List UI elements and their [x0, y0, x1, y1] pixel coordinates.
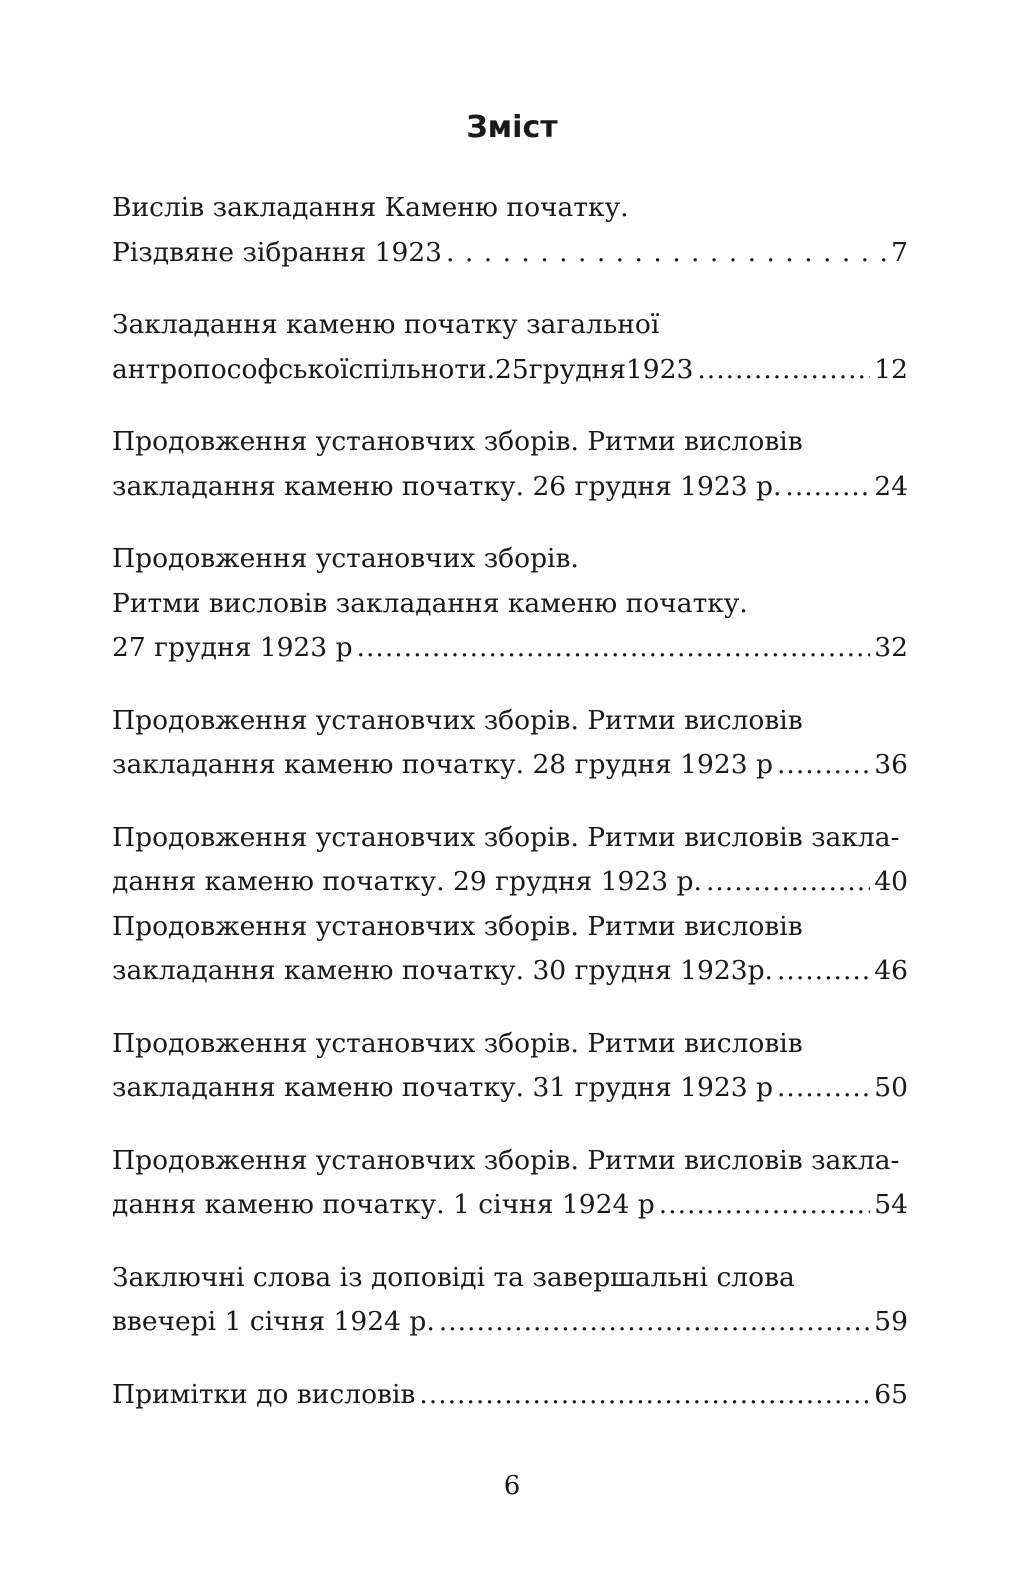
toc-entry-title-line: антропософськоїспільноти.25грудня1923 [112, 353, 694, 385]
toc-entry-leader-line [112, 1373, 908, 1418]
toc-entry-leader-line [112, 348, 908, 393]
dot-leader [777, 743, 870, 788]
toc-entry[interactable] [112, 303, 908, 392]
dot-leader [706, 860, 870, 905]
toc-entry-leader-line [112, 860, 908, 905]
toc-page-ref: 36 [874, 749, 908, 780]
toc-entry[interactable] [112, 905, 908, 994]
toc-entry-title-line: дання каменю початку. 1 січня 1924 р [112, 1189, 655, 1220]
toc-entry[interactable] [112, 420, 908, 509]
page-number: 6 [503, 1471, 521, 1501]
toc-entry-title-line: Заключні слова із доповіді та завершальні слова [112, 1261, 795, 1293]
toc-entry-title-line: Продовження установчих зборів. Ритми висловів [112, 1027, 803, 1059]
toc-page-ref: 40 [874, 866, 908, 897]
toc-entry-leader-line [112, 949, 908, 994]
toc-entry-leader-line [112, 1183, 908, 1228]
toc-page-ref: 24 [874, 470, 908, 502]
toc-entry-title-line: закладання каменю початку. 31 грудня 1923 р [112, 1072, 773, 1103]
toc-entry-title-line: Продовження установчих зборів. Ритми висловів закла- [112, 1144, 900, 1176]
dot-leader [777, 1066, 870, 1111]
table-of-contents [112, 186, 908, 1417]
toc-entry[interactable] [112, 1022, 908, 1111]
toc-entry-title-line: Продовження установчих зборів. Ритми висловів [112, 704, 803, 736]
toc-page-ref: 65 [874, 1378, 908, 1410]
toc-entry-title-line: ввечері 1 січня 1924 р. [112, 1306, 435, 1337]
toc-entry[interactable] [112, 816, 908, 905]
dot-leader [659, 1183, 871, 1228]
toc-entry[interactable] [112, 1373, 908, 1418]
toc-entry-title-line: Різдвяне зібрання 1923 [112, 236, 443, 268]
dot-leader [357, 626, 871, 671]
toc-entry-title-line: Продовження установчих зборів. Ритми висловів закла- [112, 821, 900, 853]
toc-entry-title-line: дання каменю початку. 29 грудня 1923 р. [112, 866, 702, 897]
toc-entry-leader-line [112, 465, 908, 510]
dot-leader [446, 231, 887, 276]
toc-entry-leader-line [112, 743, 908, 788]
dot-leader [419, 1373, 870, 1418]
toc-page-ref: 7 [891, 236, 908, 268]
page-title: Зміст [466, 110, 558, 145]
toc-page-ref: 46 [874, 955, 908, 986]
toc-entry-title-line: Продовження установчих зборів. Ритми висловів [112, 426, 803, 457]
toc-entry-leader-line [112, 1300, 908, 1345]
toc-entry-title-line: закладання каменю початку. 28 грудня 1923 р [112, 749, 773, 780]
toc-page-ref: 12 [874, 353, 908, 385]
toc-page-ref: 32 [874, 632, 908, 663]
dot-leader [777, 949, 870, 994]
toc-entry-leader-line [112, 231, 908, 276]
toc-entry-title-line: Закладання каменю початку загальної [112, 309, 660, 340]
toc-page-ref: 54 [874, 1189, 908, 1220]
toc-entry-title-line: закладання каменю початку. 26 грудня 1923 р. [112, 470, 782, 502]
toc-entry[interactable] [112, 1256, 908, 1345]
toc-entry-title-line: Продовження установчих зборів. Ритми висловів [112, 910, 803, 942]
toc-entry-title-line: Ритми висловів закладання каменю початку. [112, 587, 748, 619]
dot-leader [697, 348, 870, 393]
toc-entry[interactable] [112, 699, 908, 788]
toc-entry[interactable] [112, 537, 908, 671]
toc-page-ref: 50 [874, 1072, 908, 1103]
toc-entry-title-line: закладання каменю початку. 30 грудня 1923р. [112, 955, 773, 986]
dot-leader [785, 465, 870, 510]
toc-entry-title-line: Продовження установчих зборів. [112, 543, 579, 574]
toc-entry[interactable] [112, 186, 908, 275]
toc-page-ref: 59 [874, 1306, 908, 1337]
dot-leader [439, 1300, 871, 1345]
toc-entry-title-line: 27 грудня 1923 р [112, 632, 353, 663]
toc-entry[interactable] [112, 1139, 908, 1228]
toc-entry-leader-line [112, 1066, 908, 1111]
toc-entry-title-line: Вислів закладання Каменю початку. [112, 192, 629, 223]
toc-entry-leader-line [112, 626, 908, 671]
toc-entry-title-line: Примітки до висловів [112, 1378, 416, 1410]
